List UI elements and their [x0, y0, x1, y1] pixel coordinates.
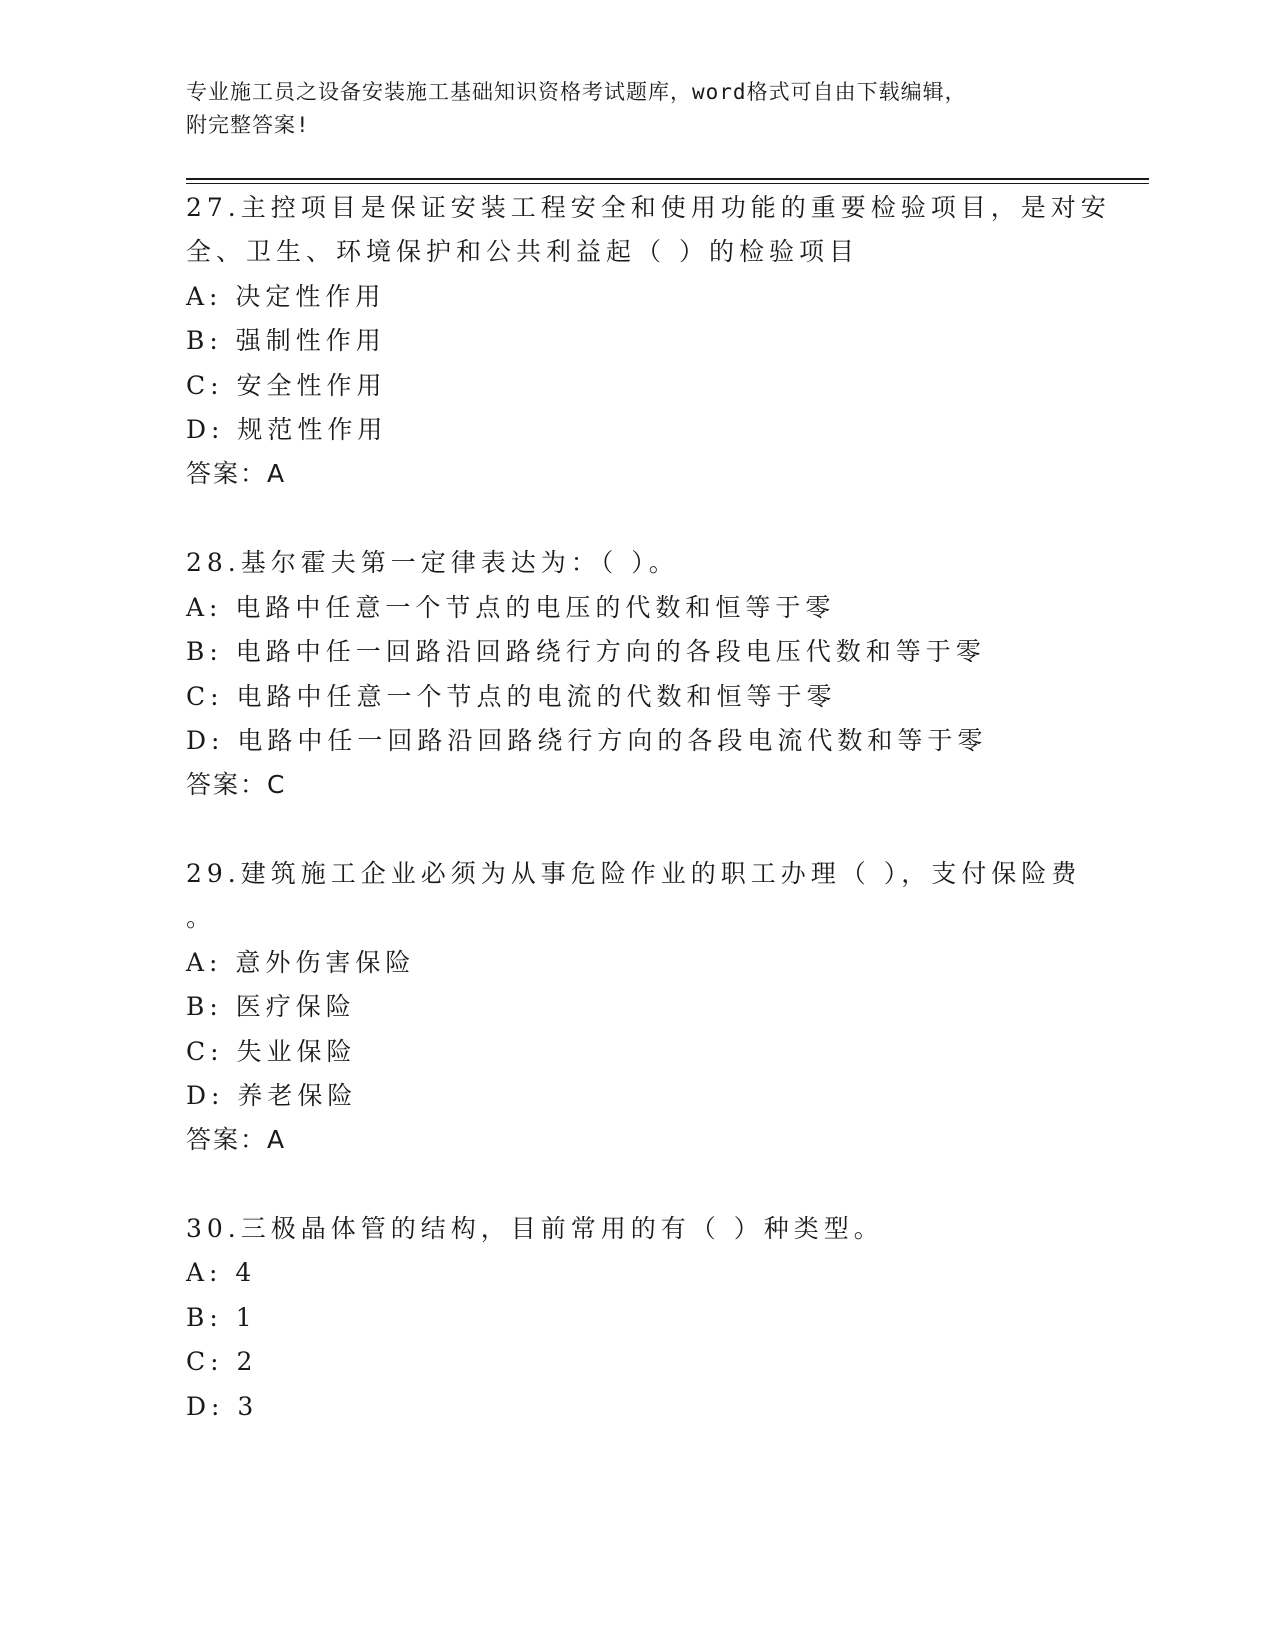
question-28-stem-line-1: 28.基尔霍夫第一定律表达为：（ ）。	[186, 548, 679, 577]
question-27-option-c: C: 安全性作用	[186, 371, 387, 400]
question-29-stem-line-1: 29.建筑施工企业必须为从事危险作业的职工办理（ ），支付保险费	[186, 859, 1082, 888]
question-30-option-a: A: 4	[186, 1258, 257, 1287]
question-29-option-b: B: 医疗保险	[186, 992, 356, 1021]
question-27-option-d: D: 规范性作用	[186, 415, 388, 444]
question-29-option-c: C: 失业保险	[186, 1037, 357, 1066]
question-27-stem-line-2: 全、卫生、环境保护和公共利益起（ ）的检验项目	[186, 237, 859, 266]
document-header	[186, 76, 1086, 142]
question-28-option-d: D: 电路中任一回路沿回路绕行方向的各段电流代数和等于零	[186, 726, 988, 755]
header-divider-thin	[186, 183, 1149, 184]
question-28-option-b: B: 电路中任一回路沿回路绕行方向的各段电压代数和等于零	[186, 637, 986, 666]
question-30-option-c: C: 2	[186, 1347, 258, 1376]
question-27-option-b: B: 强制性作用	[186, 326, 386, 355]
header-line-1: 专业施工员之设备安装施工基础知识资格考试题库，word格式可自由下载编辑，	[186, 80, 967, 104]
question-30-stem-line-1: 30.三极晶体管的结构，目前常用的有（ ）种类型。	[186, 1214, 884, 1243]
question-30-option-b: B: 1	[186, 1303, 257, 1332]
header-line-2: 附完整答案!	[186, 113, 310, 137]
question-28-option-c: C: 电路中任意一个节点的电流的代数和恒等于零	[186, 682, 837, 711]
question-29-option-a: A: 意外伤害保险	[186, 948, 416, 977]
question-29-answer: 答案：A	[186, 1125, 287, 1154]
question-28-answer: 答案：C	[186, 770, 287, 799]
question-29-option-d: D: 养老保险	[186, 1081, 358, 1110]
question-27-answer: 答案：A	[186, 459, 287, 488]
header-divider-thick	[186, 178, 1149, 180]
question-27-option-a: A: 决定性作用	[186, 282, 386, 311]
question-28-option-a: A: 电路中任意一个节点的电压的代数和恒等于零	[186, 593, 836, 622]
question-27-stem-line-1: 27.主控项目是保证安装工程安全和使用功能的重要检验项目，是对安	[186, 193, 1111, 222]
question-30-option-d: D: 3	[186, 1392, 259, 1421]
question-29-stem-line-2: 。	[186, 903, 217, 932]
